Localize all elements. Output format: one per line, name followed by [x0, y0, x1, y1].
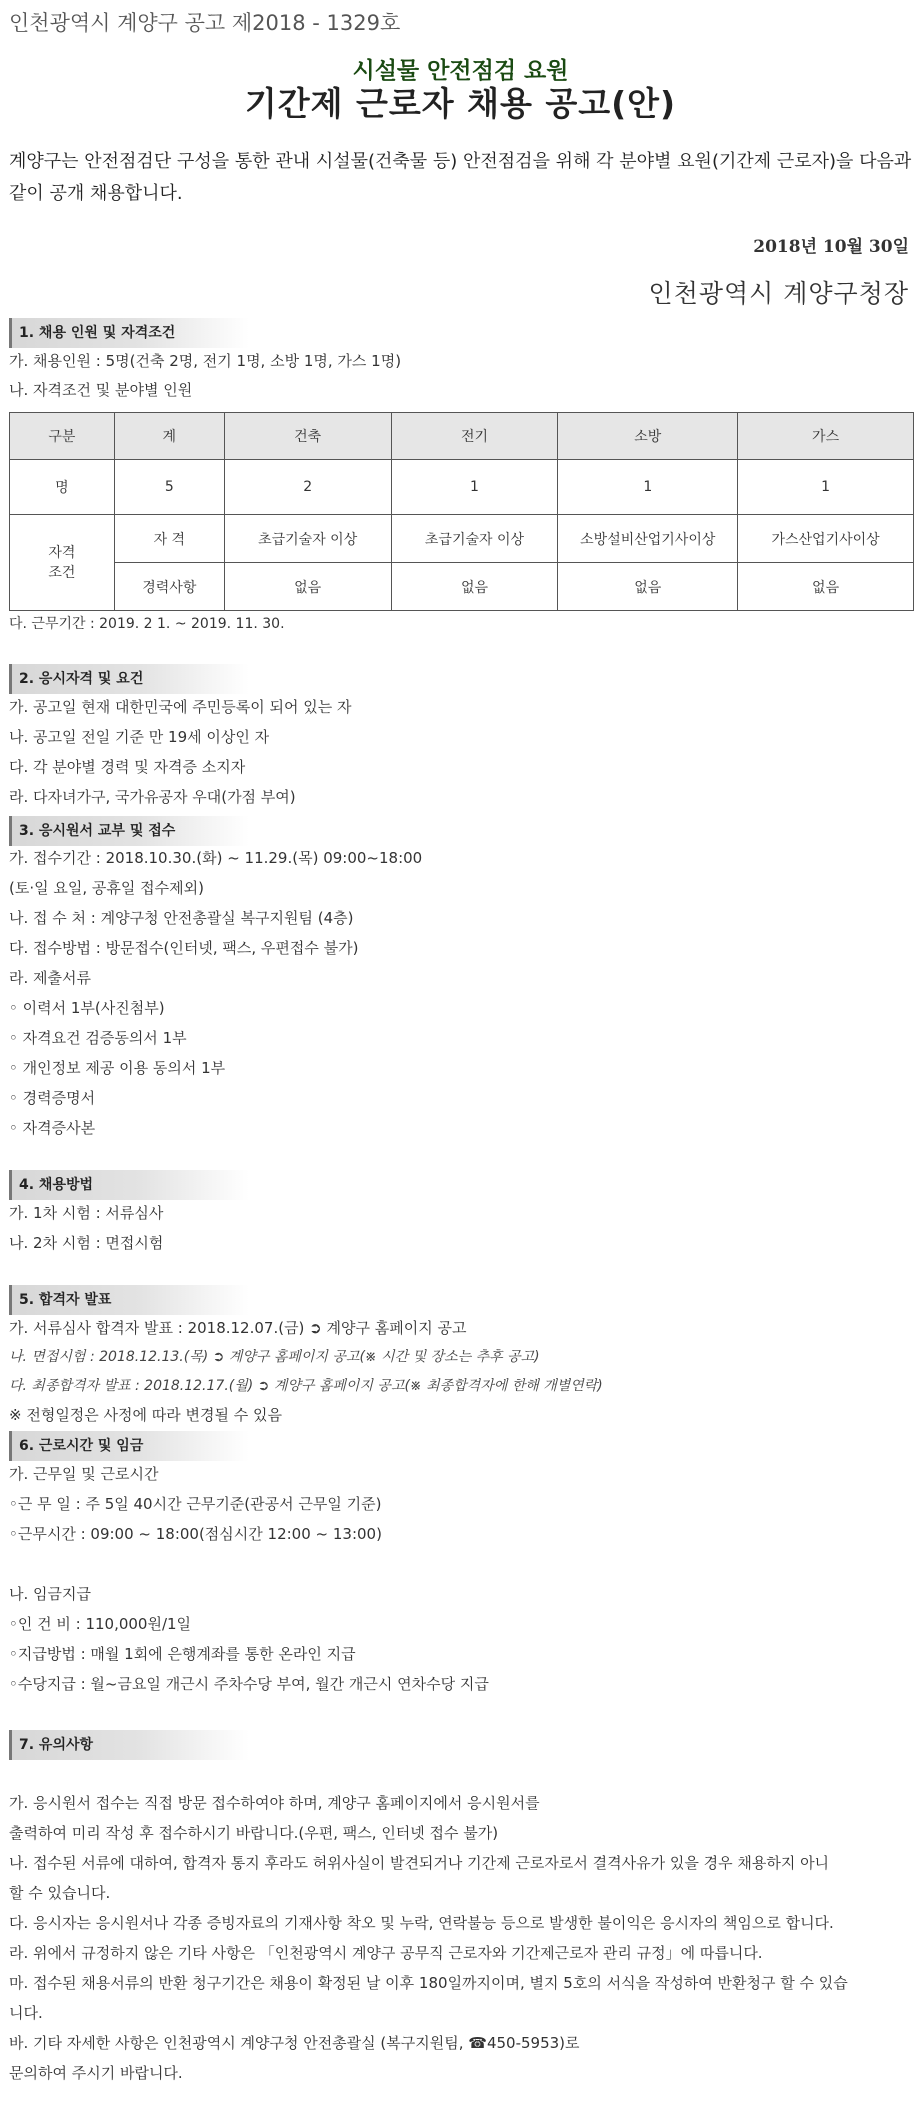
sec1-item-a: 가. 채용인원 : 5명(건축 2명, 전기 1명, 소방 1명, 가스 1명) [9, 352, 402, 370]
table-cell: 1 [391, 460, 558, 515]
sec7-line: 할 수 있습니다. [9, 1884, 111, 1902]
sec7-line: 문의하여 주시기 바랍니다. [9, 2064, 183, 2082]
sec2-item: 나. 공고일 전일 기준 만 19세 이상인 자 [9, 728, 270, 746]
sec7-line: 가. 응시원서 접수는 직접 방문 접수하여야 하며, 계양구 홈페이지에서 응시원서를 [9, 1794, 540, 1812]
table-cell: 없음 [391, 563, 558, 611]
table-cell: 초급기술자 이상 [391, 515, 558, 563]
table-cell: 2 [224, 460, 391, 515]
col-header: 소방 [558, 413, 738, 460]
intro-paragraph: 계양구는 안전점검단 구성을 통한 관내 시설물(건축물 등) 안전점검을 위해 각 분야별 요원(기간제 근로자)을 다음과 같이 공개 채용합니다. [9, 151, 912, 204]
sec3-document-item: ◦ 자격요건 검증동의서 1부 [9, 1029, 187, 1047]
table-row [10, 515, 914, 563]
sec5-item-a: 가. 서류심사 합격자 발표 : 2018.12.07.(금) ➲ 계양구 홈페이지 공고 [9, 1319, 467, 1337]
sec2-item: 라. 다자녀가구, 국가유공자 우대(가점 부여) [9, 788, 296, 806]
notice-number: 인천광역시 계양구 공고 제2018 - 1329호 [9, 11, 401, 35]
sec7-line: 니다. [9, 2004, 43, 2022]
sec3-item: 다. 접수방법 : 방문접수(인터넷, 팩스, 우편접수 불가) [9, 939, 359, 957]
col-header: 전기 [391, 413, 558, 460]
col-header: 구분 [10, 413, 115, 460]
sec3-document-item: ◦ 개인정보 제공 이용 동의서 1부 [9, 1059, 226, 1077]
notice-date: 2018년 10월 30일 [753, 237, 909, 257]
sec6-item: ◦근 무 일 : 주 5일 40시간 근무기준(관공서 근무일 기준) [9, 1495, 382, 1513]
notice-subtitle: 시설물 안전점검 요원 [352, 58, 569, 84]
section-heading-5: 5. 합격자 발표 [9, 1285, 249, 1315]
sec3-item: (토·일 요일, 공휴일 접수제외) [9, 879, 204, 897]
issuing-organization: 인천광역시 계양구청장 [648, 279, 909, 308]
col-header: 가스 [738, 413, 914, 460]
table-cell: 5 [114, 460, 224, 515]
row-label: 경력사항 [114, 563, 224, 611]
row-group-label: 자격 조건 [10, 515, 115, 611]
table-cell: 1 [558, 460, 738, 515]
table-cell: 소방설비산업기사이상 [558, 515, 738, 563]
row-label: 명 [10, 460, 115, 515]
col-header: 건축 [224, 413, 391, 460]
table-cell: 가스산업기사이상 [738, 515, 914, 563]
sec6-wage-item: ◦지급방법 : 매월 1회에 은행계좌를 통한 온라인 지급 [9, 1645, 356, 1663]
sec3-item: 나. 접 수 처 : 계양구청 안전총괄실 복구지원팀 (4층) [9, 909, 354, 927]
sec2-item: 가. 공고일 현재 대한민국에 주민등록이 되어 있는 자 [9, 698, 352, 716]
section-heading-7: 7. 유의사항 [9, 1730, 249, 1760]
section-heading-6: 6. 근로시간 및 임금 [9, 1431, 249, 1461]
table-cell: 1 [738, 460, 914, 515]
sec2-item: 다. 각 분야별 경력 및 자격증 소지자 [9, 758, 246, 776]
sec6-item: 가. 근무일 및 근로시간 [9, 1465, 159, 1483]
sec7-line: 나. 접수된 서류에 대하여, 합격자 통지 후라도 허위사실이 발견되거나 기간제 근로자로서 결격사유가 있을 경우 채용하지 아니 [9, 1854, 830, 1872]
section-heading-2: 2. 응시자격 및 요건 [9, 664, 249, 694]
table-cell: 없음 [738, 563, 914, 611]
table-row [10, 460, 914, 515]
table-cell: 초급기술자 이상 [224, 515, 391, 563]
notice-title: 기간제 근로자 채용 공고(안) [244, 84, 677, 123]
sec6-wage-item: 나. 임금지급 [9, 1585, 91, 1603]
sec5-item-b: 나. 면접시험 : 2018.12.13.(목) ➲ 계양구 홈페이지 공고(※ 시간 및 장소는 추후 공고) [9, 1349, 540, 1365]
sec6-item: ◦근무시간 : 09:00 ~ 18:00(점심시간 12:00 ~ 13:00) [9, 1525, 382, 1543]
sec3-document-item: ◦ 경력증명서 [9, 1089, 96, 1107]
sec7-line: 라. 위에서 규정하지 않은 기타 사항은 「인천광역시 계양구 공무직 근로자와 기간제근로자 관리 규정」에 따릅니다. [9, 1944, 763, 1962]
sec7-line: 바. 기타 자세한 사항은 인천광역시 계양구청 안전총괄실 (복구지원팀, ☎450-5953)로 [9, 2034, 580, 2052]
table-cell: 없음 [558, 563, 738, 611]
sec3-item: 가. 접수기간 : 2018.10.30.(화) ~ 11.29.(목) 09:00~18:00 [9, 849, 423, 867]
sec7-line: 다. 응시자는 응시원서나 각종 증빙자료의 기재사항 착오 및 누락, 연락불능 등으로 발생한 불이익은 응시자의 책임으로 합니다. [9, 1914, 834, 1932]
requirements-table [9, 412, 914, 611]
section-heading-3: 3. 응시원서 교부 및 접수 [9, 816, 249, 846]
table-cell: 없음 [224, 563, 391, 611]
sec3-document-item: ◦ 이력서 1부(사진첨부) [9, 999, 165, 1017]
sec6-wage-item: ◦수당지급 : 월~금요일 개근시 주차수당 부여, 월간 개근시 연차수당 지급 [9, 1675, 489, 1693]
col-header: 계 [114, 413, 224, 460]
row-label: 자 격 [114, 515, 224, 563]
sec5-item-c: 다. 최종합격자 발표 : 2018.12.17.(월) ➲ 계양구 홈페이지 공고(※ 최종합격자에 한해 개별연락) [9, 1378, 603, 1394]
sec3-item: 라. 제출서류 [9, 969, 91, 987]
sec1-item-c: 다. 근무기간 : 2019. 2 1. ~ 2019. 11. 30. [9, 616, 285, 632]
sec7-line: 출력하여 미리 작성 후 접수하시기 바랍니다.(우편, 팩스, 인터넷 접수 불가) [9, 1824, 499, 1842]
sec1-item-b: 나. 자격조건 및 분야별 인원 [9, 381, 193, 399]
sec6-wage-item: ◦인 건 비 : 110,000원/1일 [9, 1615, 192, 1633]
table-row [10, 563, 914, 611]
sec7-line: 마. 접수된 채용서류의 반환 청구기간은 채용이 확정된 날 이후 180일까지이며, 별지 5호의 서식을 작성하여 반환청구 할 수 있습 [9, 1974, 848, 1992]
section-heading-1: 1. 채용 인원 및 자격조건 [9, 318, 249, 348]
sec4-item: 나. 2차 시험 : 면접시험 [9, 1234, 164, 1252]
sec5-note: ※ 전형일정은 사정에 따라 변경될 수 있음 [9, 1406, 283, 1424]
sec4-item: 가. 1차 시험 : 서류심사 [9, 1204, 164, 1222]
sec3-document-item: ◦ 자격증사본 [9, 1119, 96, 1137]
section-heading-4: 4. 채용방법 [9, 1170, 249, 1200]
